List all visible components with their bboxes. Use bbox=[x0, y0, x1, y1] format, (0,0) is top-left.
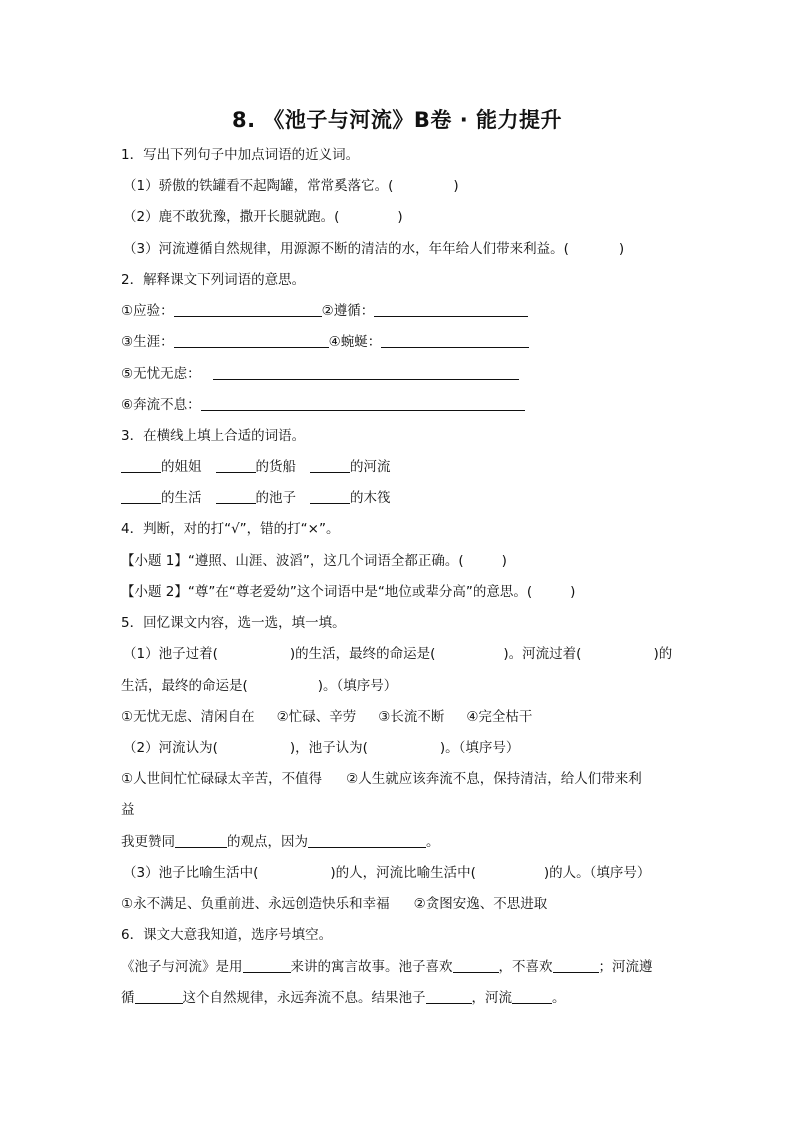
answer-blank[interactable] bbox=[553, 958, 599, 973]
q2-row-4: ⑥奔流不息： bbox=[121, 395, 525, 415]
answer-blank[interactable] bbox=[175, 833, 227, 848]
q6-stem: 6．课文大意我知道，选序号填空。 bbox=[121, 927, 333, 943]
q5-stem: 5．回忆课文内容，选一选，填一填。 bbox=[121, 615, 346, 631]
answer-blank[interactable] bbox=[121, 458, 161, 473]
q2-row-1: ①应验： ②遵循： bbox=[121, 301, 528, 321]
answer-blank[interactable] bbox=[121, 489, 161, 504]
q1-stem: 1．写出下列句子中加点词语的近义词。 bbox=[121, 147, 360, 163]
answer-blank[interactable] bbox=[174, 302, 322, 317]
q4-stem: 4．判断，对的打“√”，错的打“×”。 bbox=[121, 521, 340, 537]
q2-stem: 2．解释课文下列词语的意思。 bbox=[121, 272, 306, 288]
q1-item-2: （2）鹿不敢犹豫，撒开长腿就跑。( ) bbox=[123, 209, 403, 225]
answer-blank[interactable] bbox=[201, 396, 525, 411]
q4-sub-1: 【小题 1】“遵照、山涯、波滔”，这几个词语全都正确。( ) bbox=[121, 553, 507, 569]
answer-blank[interactable] bbox=[381, 333, 529, 348]
q5-part1-line2: 生活，最终的命运是( )。（填序号） bbox=[121, 678, 398, 694]
q5-part3-line: （3）池子比喻生活中( )的人，河流比喻生活中( )的人。（填序号） bbox=[123, 865, 651, 881]
q2-row-2: ③生涯： ④蜿蜒： bbox=[121, 332, 529, 352]
q5-agree-line: 我更赞同 的观点，因为 。 bbox=[121, 834, 440, 850]
q5-options-2-cont: 益 bbox=[121, 802, 135, 818]
q4-sub-2: 【小题 2】“尊”在“尊老爱幼”这个词语中是“地位或辈分高”的意思。( ) bbox=[121, 584, 576, 600]
q5-options-1: ①无忧无虑、清闲自在 ②忙碌、辛劳 ③长流不断 ④完全枯干 bbox=[121, 709, 533, 725]
answer-blank[interactable] bbox=[512, 989, 552, 1004]
q1-item-1: （1）骄傲的铁罐看不起陶罐，常常奚落它。( ) bbox=[123, 178, 459, 194]
answer-blank[interactable] bbox=[308, 833, 426, 848]
q5-options-3: ①永不满足、负重前进、永远创造快乐和幸福 ②贪图安逸、不思进取 bbox=[121, 896, 548, 912]
q3-row-2: 的生活 的池子 的木筏 bbox=[121, 488, 391, 508]
q3-row-1: 的姐姐 的货船 的河流 bbox=[121, 457, 391, 477]
q2-row-3: ⑤无忧无虑： bbox=[121, 364, 519, 384]
answer-blank[interactable] bbox=[426, 989, 472, 1004]
answer-blank[interactable] bbox=[174, 333, 329, 348]
q1-item-3: （3）河流遵循自然规律，用源源不断的清洁的水，年年给人们带来利益。( ) bbox=[123, 241, 625, 257]
answer-blank[interactable] bbox=[213, 365, 519, 380]
q3-stem: 3．在横线上填上合适的词语。 bbox=[121, 428, 306, 444]
answer-blank[interactable] bbox=[243, 958, 291, 973]
answer-blank[interactable] bbox=[310, 458, 350, 473]
q5-part1-line1: （1）池子过着( )的生活，最终的命运是( )。河流过着( )的 bbox=[123, 646, 673, 662]
answer-blank[interactable] bbox=[216, 458, 256, 473]
answer-blank[interactable] bbox=[453, 958, 499, 973]
answer-blank[interactable] bbox=[374, 302, 528, 317]
q6-line-1: 《池子与河流》是用 来讲的寓言故事。池子喜欢 ，不喜欢 ；河流遵 bbox=[121, 959, 653, 975]
answer-blank[interactable] bbox=[135, 989, 183, 1004]
q6-line-2: 循 这个自然规律，永远奔流不息。结果池子 ，河流 。 bbox=[121, 990, 566, 1006]
answer-blank[interactable] bbox=[216, 489, 256, 504]
q5-options-2: ①人世间忙忙碌碌太辛苦，不值得 ②人生就应该奔流不息，保持清洁，给人们带来利 bbox=[121, 771, 642, 787]
q5-part2-line: （2）河流认为( )，池子认为( )。（填序号） bbox=[123, 740, 520, 756]
page-title: 8. 《池子与河流》B卷 · 能力提升 bbox=[231, 108, 562, 132]
answer-blank[interactable] bbox=[310, 489, 350, 504]
